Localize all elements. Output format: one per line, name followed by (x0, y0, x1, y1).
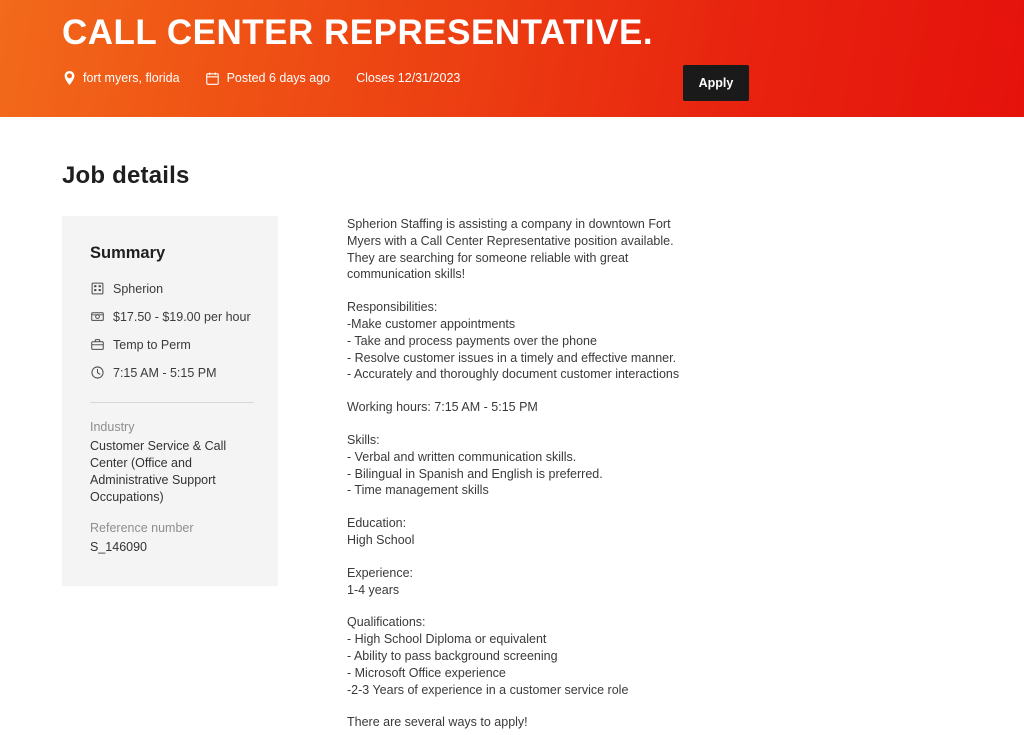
experience-value: 1-4 years (347, 582, 400, 597)
money-icon (90, 309, 104, 324)
summary-hours (90, 364, 254, 383)
job-description (347, 216, 697, 735)
closing-block (347, 714, 697, 731)
description-intro-text: Spherion Staffing is assisting a company in downtown Fort Myers with a Call Center Representative position available. They are searching for someone reliable with great communication skills! (347, 217, 674, 282)
qualification-item: - High School Diploma or equivalent (347, 632, 547, 647)
experience-heading: Experience: (347, 565, 414, 580)
reference-number-label: Reference number (90, 521, 194, 535)
working-hours-block (347, 399, 697, 416)
skill-item: - Time management skills (347, 483, 489, 498)
education-block (347, 515, 697, 549)
job-details-page (0, 117, 1024, 735)
job-location (62, 70, 180, 86)
qualifications-block (347, 614, 697, 698)
calendar-icon (206, 71, 220, 85)
summary-divider (90, 402, 254, 403)
qualification-item: -2-3 Years of experience in a customer service role (347, 682, 629, 697)
reference-number-value: S_146090 (90, 540, 148, 554)
summary-salary (90, 308, 254, 327)
summary-company-text: Spherion (113, 282, 164, 296)
apply-button[interactable]: Apply (683, 65, 749, 101)
responsibility-item: - Resolve customer issues in a timely and effective manner. (347, 350, 677, 365)
responsibility-item: -Make customer appointments (347, 316, 516, 331)
summary-card (62, 216, 278, 586)
job-closes-text: Closes 12/31/2023 (356, 71, 461, 85)
working-hours-text: Working hours: 7:15 AM - 5:15 PM (347, 400, 538, 415)
skills-block (347, 432, 697, 499)
industry-label: Industry (90, 420, 135, 434)
summary-heading: Summary (90, 244, 166, 262)
briefcase-icon (90, 337, 104, 352)
skills-heading: Skills: (347, 432, 380, 447)
qualification-item: - Microsoft Office experience (347, 665, 506, 680)
responsibility-item: - Accurately and thoroughly document customer interactions (347, 367, 680, 382)
summary-job-type-text: Temp to Perm (113, 338, 191, 352)
job-location-text: fort myers, florida (83, 71, 180, 85)
job-closes-date (356, 70, 460, 86)
skill-item: - Verbal and written communication skills. (347, 449, 577, 464)
job-content (62, 216, 962, 735)
description-intro (347, 216, 697, 283)
education-value: High School (347, 532, 415, 547)
experience-block (347, 565, 697, 599)
responsibilities-heading: Responsibilities: (347, 300, 438, 315)
page-title: Job details (62, 162, 190, 189)
summary-company (90, 280, 254, 299)
skill-item: - Bilingual in Spanish and English is preferred. (347, 466, 603, 481)
job-meta-row (62, 70, 962, 86)
location-pin-icon (62, 71, 76, 85)
job-title: CALL CENTER REPRESENTATIVE. (62, 13, 654, 52)
building-icon (90, 281, 104, 296)
responsibility-item: - Take and process payments over the phone (347, 333, 597, 348)
qualification-item: - Ability to pass background screening (347, 648, 558, 663)
summary-salary-text: $17.50 - $19.00 per hour (113, 310, 251, 324)
responsibilities-block (347, 299, 697, 383)
closing-text: There are several ways to apply! (347, 715, 528, 730)
clock-icon (90, 365, 104, 380)
summary-job-type (90, 336, 254, 355)
qualifications-heading: Qualifications: (347, 615, 426, 630)
job-posted-date (206, 70, 331, 86)
job-hero-banner (0, 0, 1024, 117)
industry-value: Customer Service & Call Center (Office and Administrative Support Occupations) (90, 439, 227, 504)
summary-hours-text: 7:15 AM - 5:15 PM (113, 366, 217, 380)
job-posted-text: Posted 6 days ago (226, 71, 331, 85)
education-heading: Education: (347, 516, 407, 531)
